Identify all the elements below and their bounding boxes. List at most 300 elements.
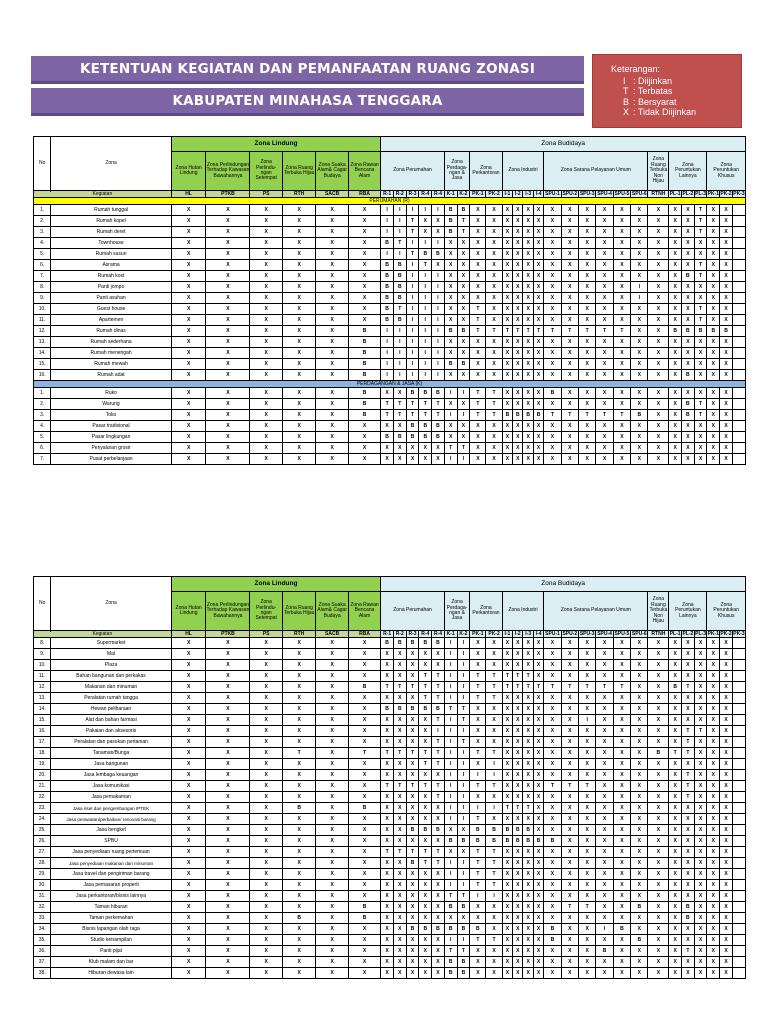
permission-cell: X	[513, 271, 523, 282]
permission-cell: X	[613, 836, 630, 847]
table-row	[34, 726, 746, 737]
row-number: 11.	[34, 671, 51, 682]
permission-cell: X	[250, 432, 282, 443]
permission-cell: X	[707, 946, 720, 957]
permission-cell: X	[316, 454, 348, 465]
permission-cell: X	[348, 814, 380, 825]
permission-cell: T	[596, 410, 613, 421]
permission-cell: X	[419, 902, 432, 913]
permission-cell: B	[419, 388, 432, 399]
permission-cell: B	[348, 348, 380, 359]
permission-cell: X	[206, 249, 250, 260]
permission-cell: X	[533, 271, 543, 282]
permission-cell: X	[171, 792, 206, 803]
permission-cell: X	[316, 205, 348, 216]
permission-cell: T	[694, 315, 707, 326]
permission-cell: X	[282, 271, 316, 282]
permission-cell: X	[596, 671, 613, 682]
permission-cell: X	[533, 638, 543, 649]
permission-cell: X	[348, 726, 380, 737]
activity-name: Rumah deret	[51, 227, 171, 238]
table-row	[34, 836, 746, 847]
permission-cell: X	[282, 238, 316, 249]
permission-cell: X	[250, 671, 282, 682]
permission-cell: T	[613, 410, 630, 421]
permission-cell: X	[206, 946, 250, 957]
permission-cell: X	[444, 238, 457, 249]
sub-header-lindung: Zona Ruang Terbuka Hijau	[282, 152, 316, 191]
permission-cell: B	[393, 704, 406, 715]
permission-cell: B	[513, 825, 523, 836]
permission-cell: X	[631, 847, 648, 858]
permission-cell: X	[720, 946, 733, 957]
permission-cell: X	[669, 891, 682, 902]
permission-cell: X	[523, 759, 533, 770]
permission-cell: X	[316, 770, 348, 781]
permission-cell: X	[533, 957, 543, 968]
permission-cell: X	[444, 293, 457, 304]
permission-cell: X	[707, 737, 720, 748]
permission-cell: I	[393, 326, 406, 337]
permission-cell: X	[406, 946, 419, 957]
permission-cell: B	[432, 388, 445, 399]
group-header-zona-budidaya: Zona Budidaya	[381, 137, 746, 152]
row-number: 9.	[34, 649, 51, 660]
permission-cell: I	[631, 282, 648, 293]
zone-code: HL	[171, 191, 206, 198]
permission-cell: X	[648, 682, 669, 693]
permission-cell: X	[206, 836, 250, 847]
permission-cell: X	[631, 748, 648, 759]
permission-cell: X	[631, 726, 648, 737]
permission-cell: X	[669, 315, 682, 326]
legend-label: : Terbatas	[633, 86, 673, 96]
activity-name: Pusat perbelanjaan	[51, 454, 171, 465]
permission-cell: B	[707, 326, 720, 337]
permission-cell: X	[682, 803, 695, 814]
activity-name: Peralatan rumah tangga	[51, 693, 171, 704]
permission-cell: X	[393, 957, 406, 968]
permission-cell: X	[486, 649, 502, 660]
table-row	[34, 216, 746, 227]
permission-cell: B	[470, 924, 486, 935]
permission-cell: X	[648, 891, 669, 902]
permission-cell: X	[282, 649, 316, 660]
permission-cell: X	[561, 260, 578, 271]
permission-cell: X	[682, 715, 695, 726]
permission-cell: X	[669, 737, 682, 748]
permission-cell: X	[282, 293, 316, 304]
zone-code: RTNH	[648, 631, 669, 638]
permission-cell: X	[171, 410, 206, 421]
permission-cell: T	[694, 205, 707, 216]
permission-cell: X	[720, 715, 733, 726]
permission-cell: X	[432, 660, 445, 671]
permission-cell: X	[282, 315, 316, 326]
row-number: 27.	[34, 847, 51, 858]
permission-cell: X	[631, 682, 648, 693]
permission-cell	[732, 359, 745, 370]
permission-cell: X	[720, 399, 733, 410]
permission-cell: X	[682, 924, 695, 935]
permission-cell: X	[502, 726, 512, 737]
permission-cell: X	[561, 748, 578, 759]
permission-cell: X	[707, 781, 720, 792]
permission-cell: X	[544, 858, 561, 869]
permission-cell: X	[523, 748, 533, 759]
permission-cell: T	[432, 759, 445, 770]
permission-cell: X	[348, 825, 380, 836]
permission-cell: X	[457, 913, 470, 924]
group-header-zona-budidaya: Zona Budidaya	[381, 577, 746, 592]
permission-cell: X	[282, 205, 316, 216]
permission-cell: X	[206, 227, 250, 238]
permission-cell: X	[486, 924, 502, 935]
activity-name: Rumah sederhana	[51, 337, 171, 348]
permission-cell: X	[381, 421, 394, 432]
permission-cell: B	[348, 410, 380, 421]
zone-code: PK-2	[720, 191, 732, 197]
permission-cell: X	[523, 781, 533, 792]
permission-cell: X	[444, 271, 457, 282]
permission-cell: X	[502, 715, 512, 726]
permission-cell: X	[707, 913, 720, 924]
permission-cell: B	[348, 902, 380, 913]
permission-cell: X	[533, 399, 543, 410]
permission-cell: X	[544, 348, 561, 359]
permission-cell: I	[432, 726, 445, 737]
permission-cell: X	[348, 249, 380, 260]
permission-cell: X	[206, 770, 250, 781]
permission-cell: X	[393, 924, 406, 935]
permission-cell: I	[406, 282, 419, 293]
permission-cell: X	[669, 671, 682, 682]
activity-name: Panti jompo	[51, 282, 171, 293]
permission-cell: X	[596, 902, 613, 913]
permission-cell: X	[561, 770, 578, 781]
permission-cell	[732, 814, 745, 825]
permission-cell: X	[206, 858, 250, 869]
permission-cell: X	[502, 858, 512, 869]
permission-cell: X	[419, 946, 432, 957]
zone-code: R-1	[381, 191, 394, 198]
permission-cell: I	[457, 682, 470, 693]
permission-cell: X	[457, 847, 470, 858]
permission-cell: B	[381, 260, 394, 271]
table-row	[34, 891, 746, 902]
permission-cell: T	[523, 671, 533, 682]
permission-cell	[732, 880, 745, 891]
permission-cell: I	[432, 205, 445, 216]
row-number: 13.	[34, 693, 51, 704]
permission-cell: X	[206, 825, 250, 836]
permission-cell: X	[502, 399, 512, 410]
permission-cell: X	[457, 825, 470, 836]
permission-cell: X	[720, 432, 733, 443]
permission-cell: X	[250, 399, 282, 410]
permission-cell: X	[502, 293, 512, 304]
permission-cell: X	[682, 869, 695, 880]
permission-cell: X	[648, 825, 669, 836]
permission-cell: T	[523, 803, 533, 814]
zone-code: SPU-1	[545, 191, 560, 197]
permission-cell: X	[544, 649, 561, 660]
permission-cell: B	[406, 388, 419, 399]
permission-cell: X	[707, 858, 720, 869]
permission-cell: X	[707, 348, 720, 359]
permission-cell: B	[631, 902, 648, 913]
permission-cell: X	[596, 249, 613, 260]
permission-cell: X	[579, 388, 596, 399]
permission-cell: X	[544, 337, 561, 348]
permission-cell: X	[406, 836, 419, 847]
permission-cell: X	[694, 891, 707, 902]
permission-cell: X	[720, 891, 733, 902]
permission-cell: X	[631, 759, 648, 770]
permission-cell: X	[282, 737, 316, 748]
permission-cell: X	[707, 638, 720, 649]
permission-cell: X	[561, 968, 578, 979]
permission-cell: X	[596, 454, 613, 465]
permission-cell: X	[393, 421, 406, 432]
zone-code: I-4	[533, 631, 543, 638]
permission-cell: X	[648, 227, 669, 238]
permission-cell: X	[682, 671, 695, 682]
permission-cell: B	[682, 399, 695, 410]
permission-cell: X	[579, 370, 596, 381]
table-row	[34, 913, 746, 924]
permission-cell: T	[457, 704, 470, 715]
permission-cell: B	[381, 304, 394, 315]
permission-cell: X	[513, 370, 523, 381]
permission-cell: T	[419, 693, 432, 704]
permission-cell: X	[393, 443, 406, 454]
permission-cell: X	[669, 304, 682, 315]
permission-cell: X	[486, 454, 502, 465]
sub-header-budidaya: Zona Peruntukan Khusus	[707, 152, 746, 191]
permission-cell: X	[250, 693, 282, 704]
permission-cell: X	[648, 388, 669, 399]
permission-cell: T	[470, 326, 486, 337]
permission-cell: X	[544, 249, 561, 260]
permission-cell: X	[513, 748, 523, 759]
activity-name: Plaza	[51, 660, 171, 671]
permission-cell: X	[348, 968, 380, 979]
permission-cell: T	[470, 388, 486, 399]
permission-cell: T	[381, 847, 394, 858]
activity-name: Bisnis lapangan olah raga	[51, 924, 171, 935]
permission-cell: B	[544, 836, 561, 847]
activity-name: Jasa komunikasi	[51, 781, 171, 792]
permission-cell: I	[457, 410, 470, 421]
permission-cell: T	[544, 781, 561, 792]
permission-cell: X	[348, 271, 380, 282]
permission-cell: T	[381, 781, 394, 792]
group-header-zona-lindung: Zona Lindung	[171, 137, 380, 152]
permission-cell: X	[513, 946, 523, 957]
permission-cell: X	[282, 337, 316, 348]
table-row	[34, 660, 746, 671]
permission-cell: X	[707, 260, 720, 271]
activity-name: Supermarket	[51, 638, 171, 649]
permission-cell: T	[393, 410, 406, 421]
permission-cell: X	[393, 880, 406, 891]
permission-cell: B	[393, 432, 406, 443]
permission-cell: X	[648, 792, 669, 803]
permission-cell: X	[613, 946, 630, 957]
permission-cell: X	[171, 432, 206, 443]
permission-cell: X	[544, 869, 561, 880]
sub-header-lindung: Zona Hutan Lindung	[171, 152, 206, 191]
permission-cell: B	[596, 946, 613, 957]
permission-cell: X	[513, 891, 523, 902]
permission-cell: I	[406, 370, 419, 381]
permission-cell: X	[596, 858, 613, 869]
permission-cell: X	[316, 946, 348, 957]
permission-cell: X	[206, 935, 250, 946]
activity-name: Rumah kopel	[51, 216, 171, 227]
zone-code: R-1	[381, 631, 394, 638]
permission-cell: X	[486, 293, 502, 304]
permission-cell: X	[523, 946, 533, 957]
permission-cell: X	[631, 880, 648, 891]
table-row	[34, 847, 746, 858]
permission-cell: X	[720, 792, 733, 803]
permission-cell: X	[282, 759, 316, 770]
permission-cell: X	[316, 649, 348, 660]
permission-cell: T	[694, 399, 707, 410]
permission-cell: X	[513, 227, 523, 238]
zone-code: SPU-2	[562, 631, 578, 637]
permission-cell: B	[470, 825, 486, 836]
permission-cell: X	[544, 216, 561, 227]
row-number: 33.	[34, 913, 51, 924]
permission-cell: X	[694, 935, 707, 946]
permission-cell: X	[631, 715, 648, 726]
permission-cell: T	[486, 410, 502, 421]
permission-cell: X	[393, 891, 406, 902]
zone-code: PK-2	[486, 631, 502, 638]
permission-cell: B	[406, 704, 419, 715]
zone-code: PK-1	[470, 631, 486, 638]
permission-cell: X	[707, 388, 720, 399]
permission-cell: X	[694, 803, 707, 814]
permission-cell: X	[694, 238, 707, 249]
permission-cell: T	[470, 935, 486, 946]
permission-cell: X	[694, 825, 707, 836]
permission-cell: T	[470, 814, 486, 825]
permission-cell: X	[682, 836, 695, 847]
permission-cell: B	[419, 825, 432, 836]
permission-cell: X	[419, 227, 432, 238]
permission-cell	[732, 825, 745, 836]
table-row	[34, 304, 746, 315]
permission-cell: X	[707, 891, 720, 902]
permission-cell: X	[720, 759, 733, 770]
permission-cell: X	[544, 660, 561, 671]
permission-cell: X	[720, 205, 733, 216]
permission-cell: X	[486, 792, 502, 803]
permission-cell: X	[282, 410, 316, 421]
row-number: 22.	[34, 792, 51, 803]
permission-cell: X	[250, 443, 282, 454]
permission-cell: B	[457, 359, 470, 370]
permission-cell: X	[316, 858, 348, 869]
permission-cell: X	[250, 205, 282, 216]
permission-cell	[732, 337, 745, 348]
permission-cell: X	[470, 704, 486, 715]
permission-cell: X	[596, 935, 613, 946]
row-number: 1.	[34, 205, 51, 216]
permission-cell: X	[707, 293, 720, 304]
permission-cell: X	[250, 858, 282, 869]
permission-cell: X	[720, 968, 733, 979]
permission-cell	[732, 421, 745, 432]
permission-cell: X	[596, 337, 613, 348]
permission-cell: X	[513, 737, 523, 748]
permission-cell	[732, 913, 745, 924]
permission-cell: X	[348, 737, 380, 748]
permission-cell: I	[444, 748, 457, 759]
permission-cell: X	[348, 660, 380, 671]
table-row	[34, 957, 746, 968]
permission-cell: T	[419, 847, 432, 858]
permission-cell: X	[171, 737, 206, 748]
permission-cell: X	[250, 726, 282, 737]
permission-cell: X	[250, 770, 282, 781]
permission-cell: X	[720, 304, 733, 315]
permission-cell: X	[669, 443, 682, 454]
permission-cell: X	[486, 271, 502, 282]
permission-cell: X	[561, 825, 578, 836]
permission-cell: X	[561, 814, 578, 825]
sub-header-lindung: Zona Rawan Bencana Alam	[348, 152, 380, 191]
permission-cell: T	[579, 410, 596, 421]
permission-cell: X	[561, 315, 578, 326]
permission-cell: X	[513, 968, 523, 979]
permission-cell: X	[648, 737, 669, 748]
permission-cell: X	[561, 693, 578, 704]
permission-cell	[732, 638, 745, 649]
permission-cell: X	[502, 638, 512, 649]
zone-code: K-2	[457, 631, 470, 638]
row-number: 13.	[34, 337, 51, 348]
permission-cell: X	[533, 935, 543, 946]
permission-cell: X	[171, 858, 206, 869]
row-number: 23.	[34, 803, 51, 814]
zone-code: R-4	[419, 631, 432, 638]
permission-cell: X	[579, 748, 596, 759]
permission-cell: X	[631, 271, 648, 282]
permission-cell: X	[682, 282, 695, 293]
table-row	[34, 260, 746, 271]
activity-name: Jasa penyediaan ruang pertemuan	[51, 847, 171, 858]
permission-cell: X	[561, 715, 578, 726]
permission-cell: T	[419, 410, 432, 421]
permission-cell: X	[513, 704, 523, 715]
permission-cell: X	[561, 660, 578, 671]
row-number: 20.	[34, 770, 51, 781]
permission-cell: I	[444, 869, 457, 880]
permission-cell: X	[250, 869, 282, 880]
permission-cell: X	[523, 388, 533, 399]
activity-name: Asrama	[51, 260, 171, 271]
permission-cell: X	[282, 660, 316, 671]
permission-cell: X	[513, 869, 523, 880]
permission-cell: B	[406, 825, 419, 836]
zone-code: PK-1	[470, 191, 486, 198]
zoning-table-1	[33, 136, 746, 465]
